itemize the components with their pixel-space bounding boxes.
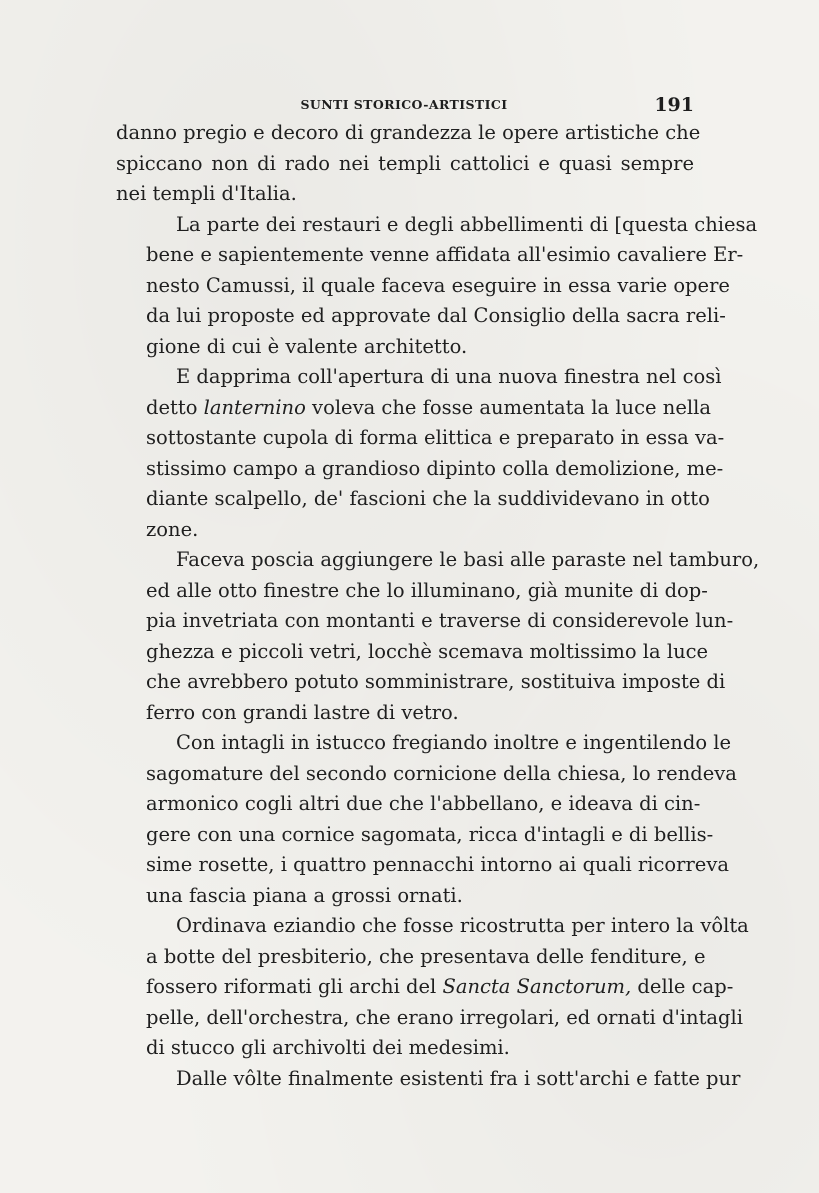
body-text bbox=[116, 118, 760, 1094]
text-line: Ordinava eziandio che fosse ricostrutta per intero la vôlta bbox=[176, 914, 749, 937]
text-line: sime rosette, i quattro pennacchi intorno ai quali ricorreva bbox=[146, 853, 729, 876]
text-run: fossero riformati gli archi del bbox=[146, 975, 443, 998]
paragraph-6 bbox=[116, 911, 749, 1064]
text-line: pia invetriata con montanti e traverse di considerevole lun- bbox=[146, 609, 734, 632]
paragraph-3 bbox=[116, 362, 725, 545]
paragraph-4 bbox=[116, 545, 760, 728]
text-line: E dapprima coll'apertura di una nuova finestra nel così bbox=[176, 365, 722, 388]
text-line: La parte dei restauri e degli abbellimenti di [questa chiesa bbox=[176, 212, 758, 236]
running-title: SUNTI STORICO-ARTISTICI bbox=[300, 97, 508, 112]
italic-term: lanternino bbox=[203, 395, 306, 419]
text-line bbox=[116, 972, 734, 1003]
text-line: bene e sapientemente venne affidata all'esimio cavaliere Er- bbox=[146, 243, 744, 266]
text-line: danno pregio e decoro di grandezza le opere artistiche che bbox=[116, 121, 701, 144]
text-line: Con intagli in istucco fregiando inoltre e ingentilendo le bbox=[176, 731, 732, 754]
text-line: zone. bbox=[146, 517, 199, 541]
text-line: gione di cui è valente architetto. bbox=[146, 334, 468, 358]
text-run: voleva che fosse aumentata la luce nella bbox=[305, 395, 711, 419]
paragraph-2 bbox=[116, 210, 758, 363]
text-line: gere con una cornice sagomata, ricca d'intagli e di bellis- bbox=[146, 822, 714, 846]
text-line: armonico cogli altri due che l'abbellano, e ideava di cin- bbox=[146, 792, 701, 815]
running-header bbox=[114, 94, 694, 118]
italic-term: Sancta Sanctorum, bbox=[442, 975, 632, 998]
text-line: di stucco gli archivolti dei medesimi. bbox=[146, 1036, 510, 1059]
text-line: nei templi d'Italia. bbox=[116, 182, 297, 205]
text-line: da lui proposte ed approvate dal Consiglio della sacra reli- bbox=[146, 304, 726, 327]
text-line: Faceva poscia aggiungere le basi alle paraste nel tamburo, bbox=[176, 548, 760, 571]
text-line: ed alle otto finestre che lo illuminano, già munite di dop- bbox=[146, 578, 708, 602]
page-number: 191 bbox=[654, 94, 694, 116]
paragraph-5 bbox=[116, 728, 737, 911]
text-line: Dalle vôlte finalmente esistenti fra i sott'archi e fatte pur bbox=[176, 1066, 741, 1090]
text-line bbox=[116, 393, 711, 424]
text-line: una fascia piana a grossi ornati. bbox=[146, 883, 463, 907]
text-line: che avrebbero potuto somministrare, sostituiva imposte di bbox=[146, 670, 726, 693]
text-line: ghezza e piccoli vetri, locchè scemava moltissimo la luce bbox=[146, 639, 709, 663]
text-line: sottostante cupola di forma elittica e preparato in essa va- bbox=[146, 426, 725, 449]
text-line: diante scalpello, de' fascioni che la suddividevano in otto bbox=[146, 487, 710, 510]
text-line: spiccano non di rado nei templi cattolici e quasi sempre bbox=[116, 151, 694, 175]
text-line: nesto Camussi, il quale faceva eseguire in essa varie opere bbox=[146, 273, 730, 297]
text-line: sagomature del secondo cornicione della chiesa, lo rendeva bbox=[146, 761, 737, 785]
text-line: pelle, dell'orchestra, che erano irregolari, ed ornati d'intagli bbox=[146, 1005, 744, 1029]
text-run: delle cap- bbox=[631, 975, 734, 998]
text-line: a botte del presbiterio, che presentava delle fenditure, e bbox=[146, 944, 706, 968]
text-run: detto bbox=[146, 395, 204, 419]
paragraph-1 bbox=[116, 118, 701, 210]
text-line: ferro con grandi lastre di vetro. bbox=[146, 700, 459, 724]
paragraph-7 bbox=[116, 1064, 741, 1095]
text-line: stissimo campo a grandioso dipinto colla demolizione, me- bbox=[146, 456, 724, 480]
